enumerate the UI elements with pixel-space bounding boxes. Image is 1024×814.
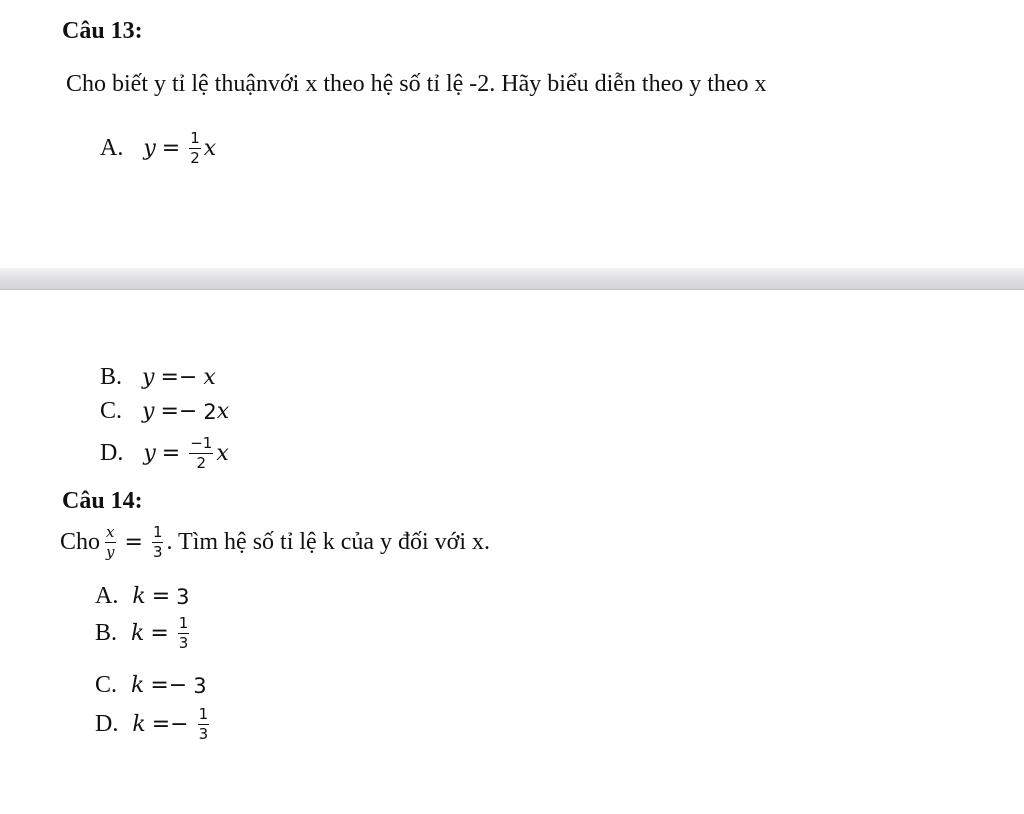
math-lhs: y — [143, 441, 156, 467]
math-fraction — [189, 131, 201, 166]
q13-option-b — [100, 364, 216, 391]
math-equals: =− — [160, 365, 198, 390]
question-14-title: Câu 14: — [62, 488, 143, 514]
question-13-title: Câu 13: — [62, 18, 143, 44]
math-equals: =− — [160, 399, 198, 424]
page-break-divider — [0, 268, 1024, 290]
option-letter: D. — [100, 440, 124, 467]
q14-option-d — [95, 707, 212, 742]
q14-option-b — [95, 616, 192, 651]
math-equals: = — [124, 530, 143, 556]
math-value: 3 — [193, 673, 207, 698]
q14-option-c — [95, 672, 207, 699]
fraction-numerator: x — [106, 523, 115, 541]
math-lhs: k — [131, 621, 145, 647]
option-letter: B. — [95, 620, 118, 647]
fraction-numerator: −1 — [190, 434, 213, 452]
math-rhs: x — [203, 136, 217, 162]
math-equals: = — [161, 441, 181, 467]
math-lhs: y — [142, 365, 155, 390]
math-rhs: x — [216, 399, 230, 424]
q14-option-a — [95, 583, 190, 610]
fraction-denominator: 3 — [198, 725, 209, 744]
option-letter: C. — [100, 398, 123, 424]
option-letter: B. — [100, 364, 123, 390]
option-letter: A. — [100, 135, 124, 162]
q13-option-a — [100, 131, 216, 166]
fraction-numerator: 1 — [190, 129, 200, 147]
math-fraction-rhs — [152, 525, 164, 560]
fraction-numerator: 1 — [198, 705, 209, 723]
option-letter: A. — [95, 583, 119, 609]
math-equals: =− — [150, 673, 188, 698]
math-fraction — [198, 707, 210, 742]
option-letter: C. — [95, 672, 118, 698]
math-equals: = — [161, 136, 181, 162]
question-14-prompt — [60, 525, 490, 560]
math-coefficient: 2 — [203, 399, 217, 424]
fraction-denominator: 3 — [178, 634, 189, 653]
math-fraction — [178, 616, 190, 651]
math-lhs: y — [142, 399, 155, 424]
q13-option-d — [100, 436, 229, 471]
fraction-denominator: 2 — [196, 454, 207, 473]
fraction-numerator: 1 — [178, 614, 189, 632]
math-rhs: x — [203, 365, 216, 390]
fraction-denominator: y — [106, 543, 115, 562]
prompt-suffix: . Tìm hệ số tỉ lệ k của y đối với x. — [166, 529, 491, 556]
math-value: 3 — [176, 584, 190, 609]
fraction-numerator: 1 — [152, 523, 163, 541]
math-equals: =− — [151, 712, 189, 738]
fraction-denominator: 3 — [152, 543, 163, 562]
prompt-prefix: Cho — [60, 529, 101, 556]
math-lhs: k — [132, 584, 146, 609]
math-lhs: k — [132, 712, 146, 738]
math-equals: = — [151, 584, 171, 609]
question-13-prompt: Cho biết y tỉ lệ thuậnvới x theo hệ số tỉ lệ -2. Hãy biểu diễn theo y theo x — [66, 71, 767, 97]
math-rhs: x — [216, 441, 229, 467]
math-fraction — [189, 436, 213, 471]
math-equals: = — [150, 621, 169, 647]
fraction-denominator: 2 — [190, 149, 200, 168]
q13-option-c — [100, 398, 229, 425]
math-fraction-lhs — [105, 525, 115, 560]
option-letter: D. — [95, 711, 119, 738]
math-lhs: k — [131, 673, 145, 698]
math-lhs: y — [143, 136, 156, 162]
